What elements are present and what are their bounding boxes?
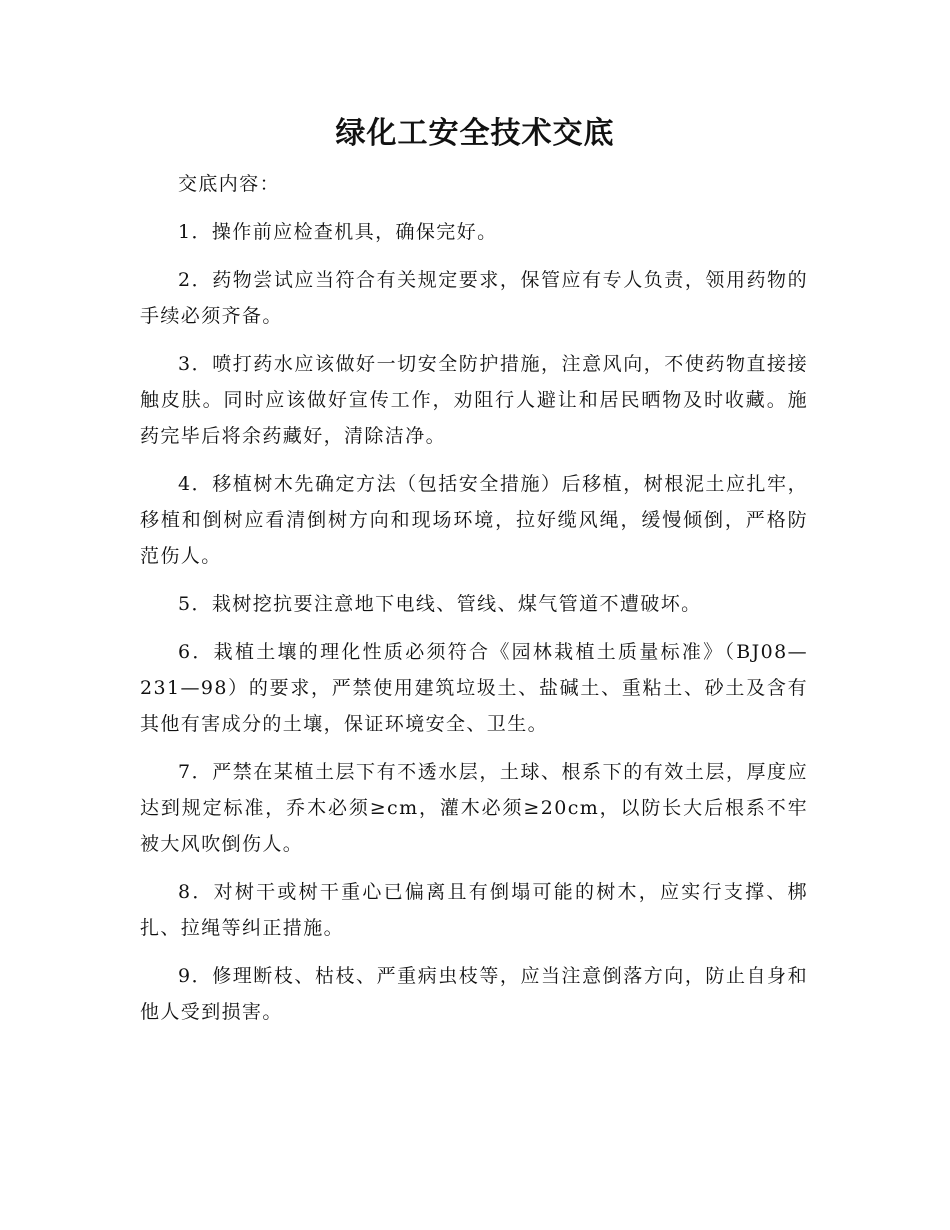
intro-line: 交底内容： — [178, 173, 281, 195]
paragraph-8: 8．对树干或树干重心已偏离且有倒塌可能的树木，应实行支撑、梆扎、拉绳等纠正措施。 — [140, 881, 808, 939]
paragraph-5: 5．栽树挖抗要注意地下电线、管线、煤气管道不遭破坏。 — [178, 593, 702, 615]
paragraph-2: 2．药物尝试应当符合有关规定要求，保管应有专人负责，领用药物的手续必须齐备。 — [140, 269, 808, 327]
paragraph-3: 3．喷打药水应该做好一切安全防护措施，注意风向，不使药物直接接触皮肤。同时应该做好宣传工作，劝阻行人避让和居民晒物及时收藏。施药完毕后将余药藏好，清除洁净。 — [140, 353, 808, 447]
page-title: 绿化工安全技术交底 — [335, 116, 615, 151]
paragraph-9: 9．修理断枝、枯枝、严重病虫枝等，应当注意倒落方向，防止自身和他人受到损害。 — [140, 965, 808, 1023]
paragraph-1: 1．操作前应检查机具，确保完好。 — [178, 221, 498, 243]
document-body — [140, 166, 808, 1042]
paragraph-6: 6．栽植土壤的理化性质必须符合《园林栽植土质量标准》（BJ08—231—98）的要求，严禁使用建筑垃圾土、盐碱土、重粘土、砂土及含有其他有害成分的土壤，保证环境安全、卫生。 — [140, 641, 808, 735]
paragraph-7: 7．严禁在某植土层下有不透水层，土球、根系下的有效土层，厚度应达到规定标准，乔木必须≥cm，灌木必须≥20cm，以防长大后根系不牢被大风吹倒伤人。 — [140, 761, 808, 855]
paragraph-4: 4．移植树木先确定方法（包括安全措施）后移植，树根泥土应扎牢，移植和倒树应看清倒树方向和现场环境，拉好缆风绳，缓慢倾倒，严格防范伤人。 — [140, 473, 808, 567]
